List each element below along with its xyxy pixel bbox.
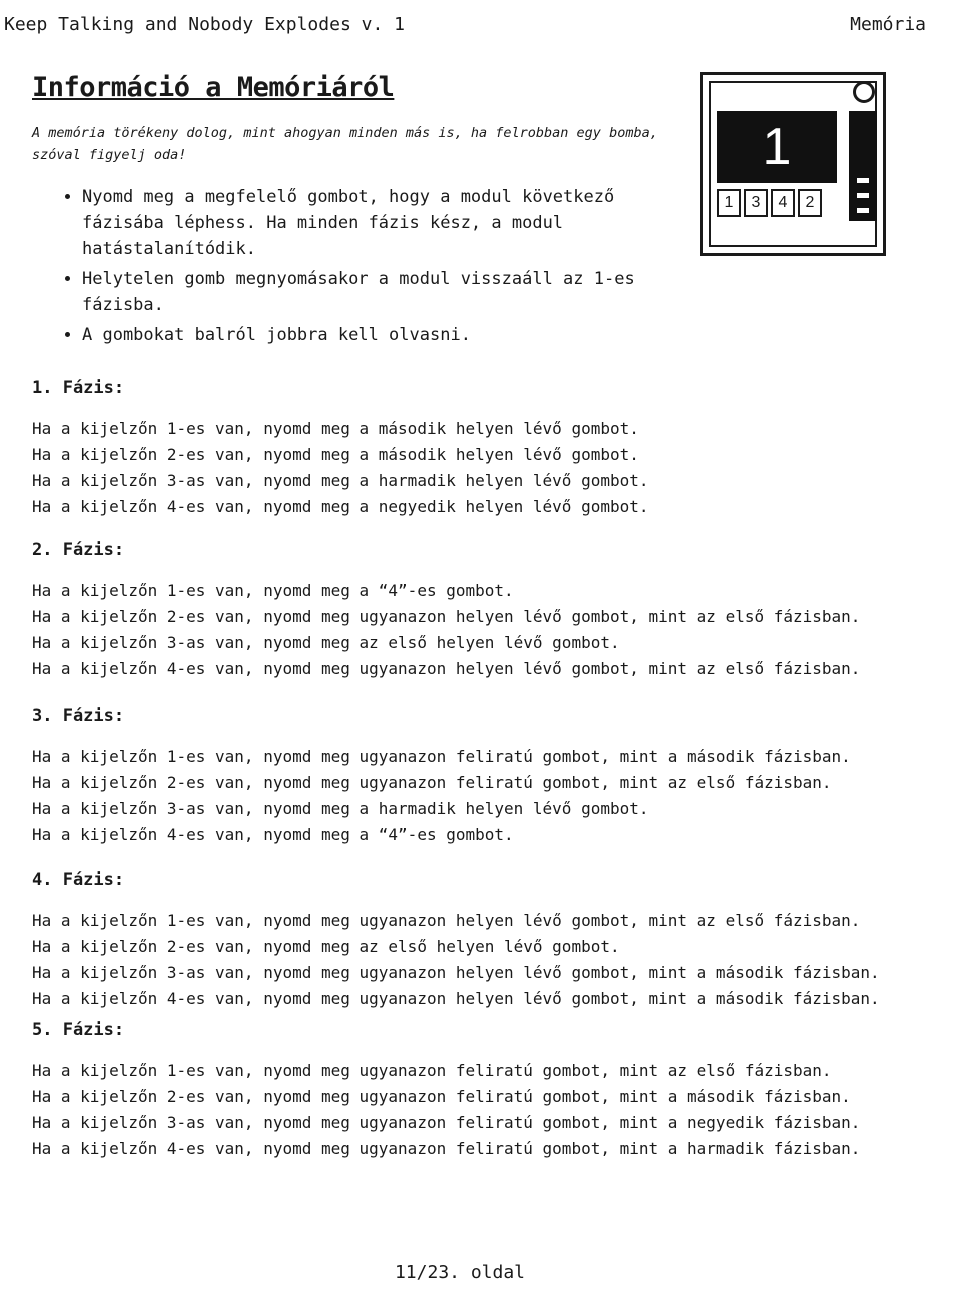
phase-rule: Ha a kijelzőn 1-es van, nyomd meg a “4”-es gombot. xyxy=(32,581,514,600)
phase-rule: Ha a kijelzőn 4-es van, nyomd meg ugyanazon feliratú gombot, mint a harmadik fázisban. xyxy=(32,1139,861,1158)
phase-rule: Ha a kijelzőn 4-es van, nyomd meg a “4”-es gombot. xyxy=(32,825,514,844)
phase-title: 3. Fázis: xyxy=(32,706,125,726)
phase-5-section xyxy=(32,1020,932,1162)
page-number: 11/23. oldal xyxy=(394,1262,526,1283)
stage-indicator xyxy=(849,111,877,221)
phase-rule: Ha a kijelzőn 4-es van, nyomd meg ugyanazon helyen lévő gombot, mint az első fázisban. xyxy=(32,659,861,678)
module-button-3[interactable]: 4 xyxy=(771,189,795,217)
phase-2-section xyxy=(32,540,932,682)
module-button-4[interactable]: 2 xyxy=(798,189,822,217)
phase-4-section xyxy=(32,870,932,1012)
page-title: Információ a Memóriáról xyxy=(32,72,395,103)
module-name-header: Memória xyxy=(850,14,926,35)
memory-module-illustration xyxy=(700,72,886,256)
module-display: 1 xyxy=(717,111,837,183)
instruction-item: • A gombokat balról jobbra kell olvasni. xyxy=(82,322,682,348)
phase-rule: Ha a kijelzőn 2-es van, nyomd meg a második helyen lévő gombot. xyxy=(32,445,639,464)
phase-1-section xyxy=(32,378,932,520)
instruction-item: • Helytelen gomb megnyomásakor a modul visszaáll az 1-es fázisba. xyxy=(82,266,682,318)
module-button-1[interactable]: 1 xyxy=(717,189,741,217)
phase-title: 4. Fázis: xyxy=(32,870,125,890)
phase-rule: Ha a kijelzőn 2-es van, nyomd meg ugyanazon feliratú gombot, mint a második fázisban. xyxy=(32,1087,851,1106)
phase-rule: Ha a kijelzőn 1-es van, nyomd meg a második helyen lévő gombot. xyxy=(32,419,639,438)
instruction-item: • Nyomd meg a megfelelő gombot, hogy a modul következő fázisába léphess. Ha minden fázis kész, a modul hatástalanítódik. xyxy=(82,184,682,262)
phase-rule: Ha a kijelzőn 4-es van, nyomd meg ugyanazon helyen lévő gombot, mint a második fázisban. xyxy=(32,989,880,1008)
phase-rule: Ha a kijelzőn 1-es van, nyomd meg ugyanazon feliratú gombot, mint a második fázisban. xyxy=(32,747,851,766)
stage-bar-icon xyxy=(857,178,869,183)
phase-3-section xyxy=(32,706,932,848)
intro-text: A memória törékeny dolog, mint ahogyan minden más is, ha felrobban egy bomba, szóval figyelj oda! xyxy=(32,125,658,163)
status-led-icon xyxy=(853,81,875,103)
phase-rule: Ha a kijelzőn 1-es van, nyomd meg ugyanazon helyen lévő gombot, mint az első fázisban. xyxy=(32,911,861,930)
phase-title: 2. Fázis: xyxy=(32,540,125,560)
phase-rule: Ha a kijelzőn 3-as van, nyomd meg ugyanazon helyen lévő gombot, mint a második fázisban. xyxy=(32,963,880,982)
phase-rule: Ha a kijelzőn 3-as van, nyomd meg ugyanazon feliratú gombot, mint a negyedik fázisban. xyxy=(32,1113,861,1132)
phase-rule: Ha a kijelzőn 3-as van, nyomd meg a harmadik helyen lévő gombot. xyxy=(32,471,649,490)
phase-rule: Ha a kijelzőn 3-as van, nyomd meg a harmadik helyen lévő gombot. xyxy=(32,799,649,818)
module-button-row xyxy=(717,189,822,217)
phase-rule: Ha a kijelzőn 2-es van, nyomd meg ugyanazon helyen lévő gombot, mint az első fázisban. xyxy=(32,607,861,626)
phase-rule: Ha a kijelzőn 1-es van, nyomd meg ugyanazon feliratú gombot, mint az első fázisban. xyxy=(32,1061,832,1080)
phase-title: 5. Fázis: xyxy=(32,1020,125,1040)
manual-header-title: Keep Talking and Nobody Explodes v. 1 xyxy=(4,14,405,35)
phase-rule: Ha a kijelzőn 2-es van, nyomd meg az első helyen lévő gombot. xyxy=(32,937,620,956)
phase-rule: Ha a kijelzőn 2-es van, nyomd meg ugyanazon feliratú gombot, mint az első fázisban. xyxy=(32,773,832,792)
phase-rule: Ha a kijelzőn 4-es van, nyomd meg a negyedik helyen lévő gombot. xyxy=(32,497,649,516)
stage-bar-icon xyxy=(857,193,869,198)
stage-bar-icon xyxy=(857,208,869,213)
phase-title: 1. Fázis: xyxy=(32,378,125,398)
instructions-list xyxy=(60,184,682,352)
module-button-2[interactable]: 3 xyxy=(744,189,768,217)
phase-rule: Ha a kijelzőn 3-as van, nyomd meg az első helyen lévő gombot. xyxy=(32,633,620,652)
